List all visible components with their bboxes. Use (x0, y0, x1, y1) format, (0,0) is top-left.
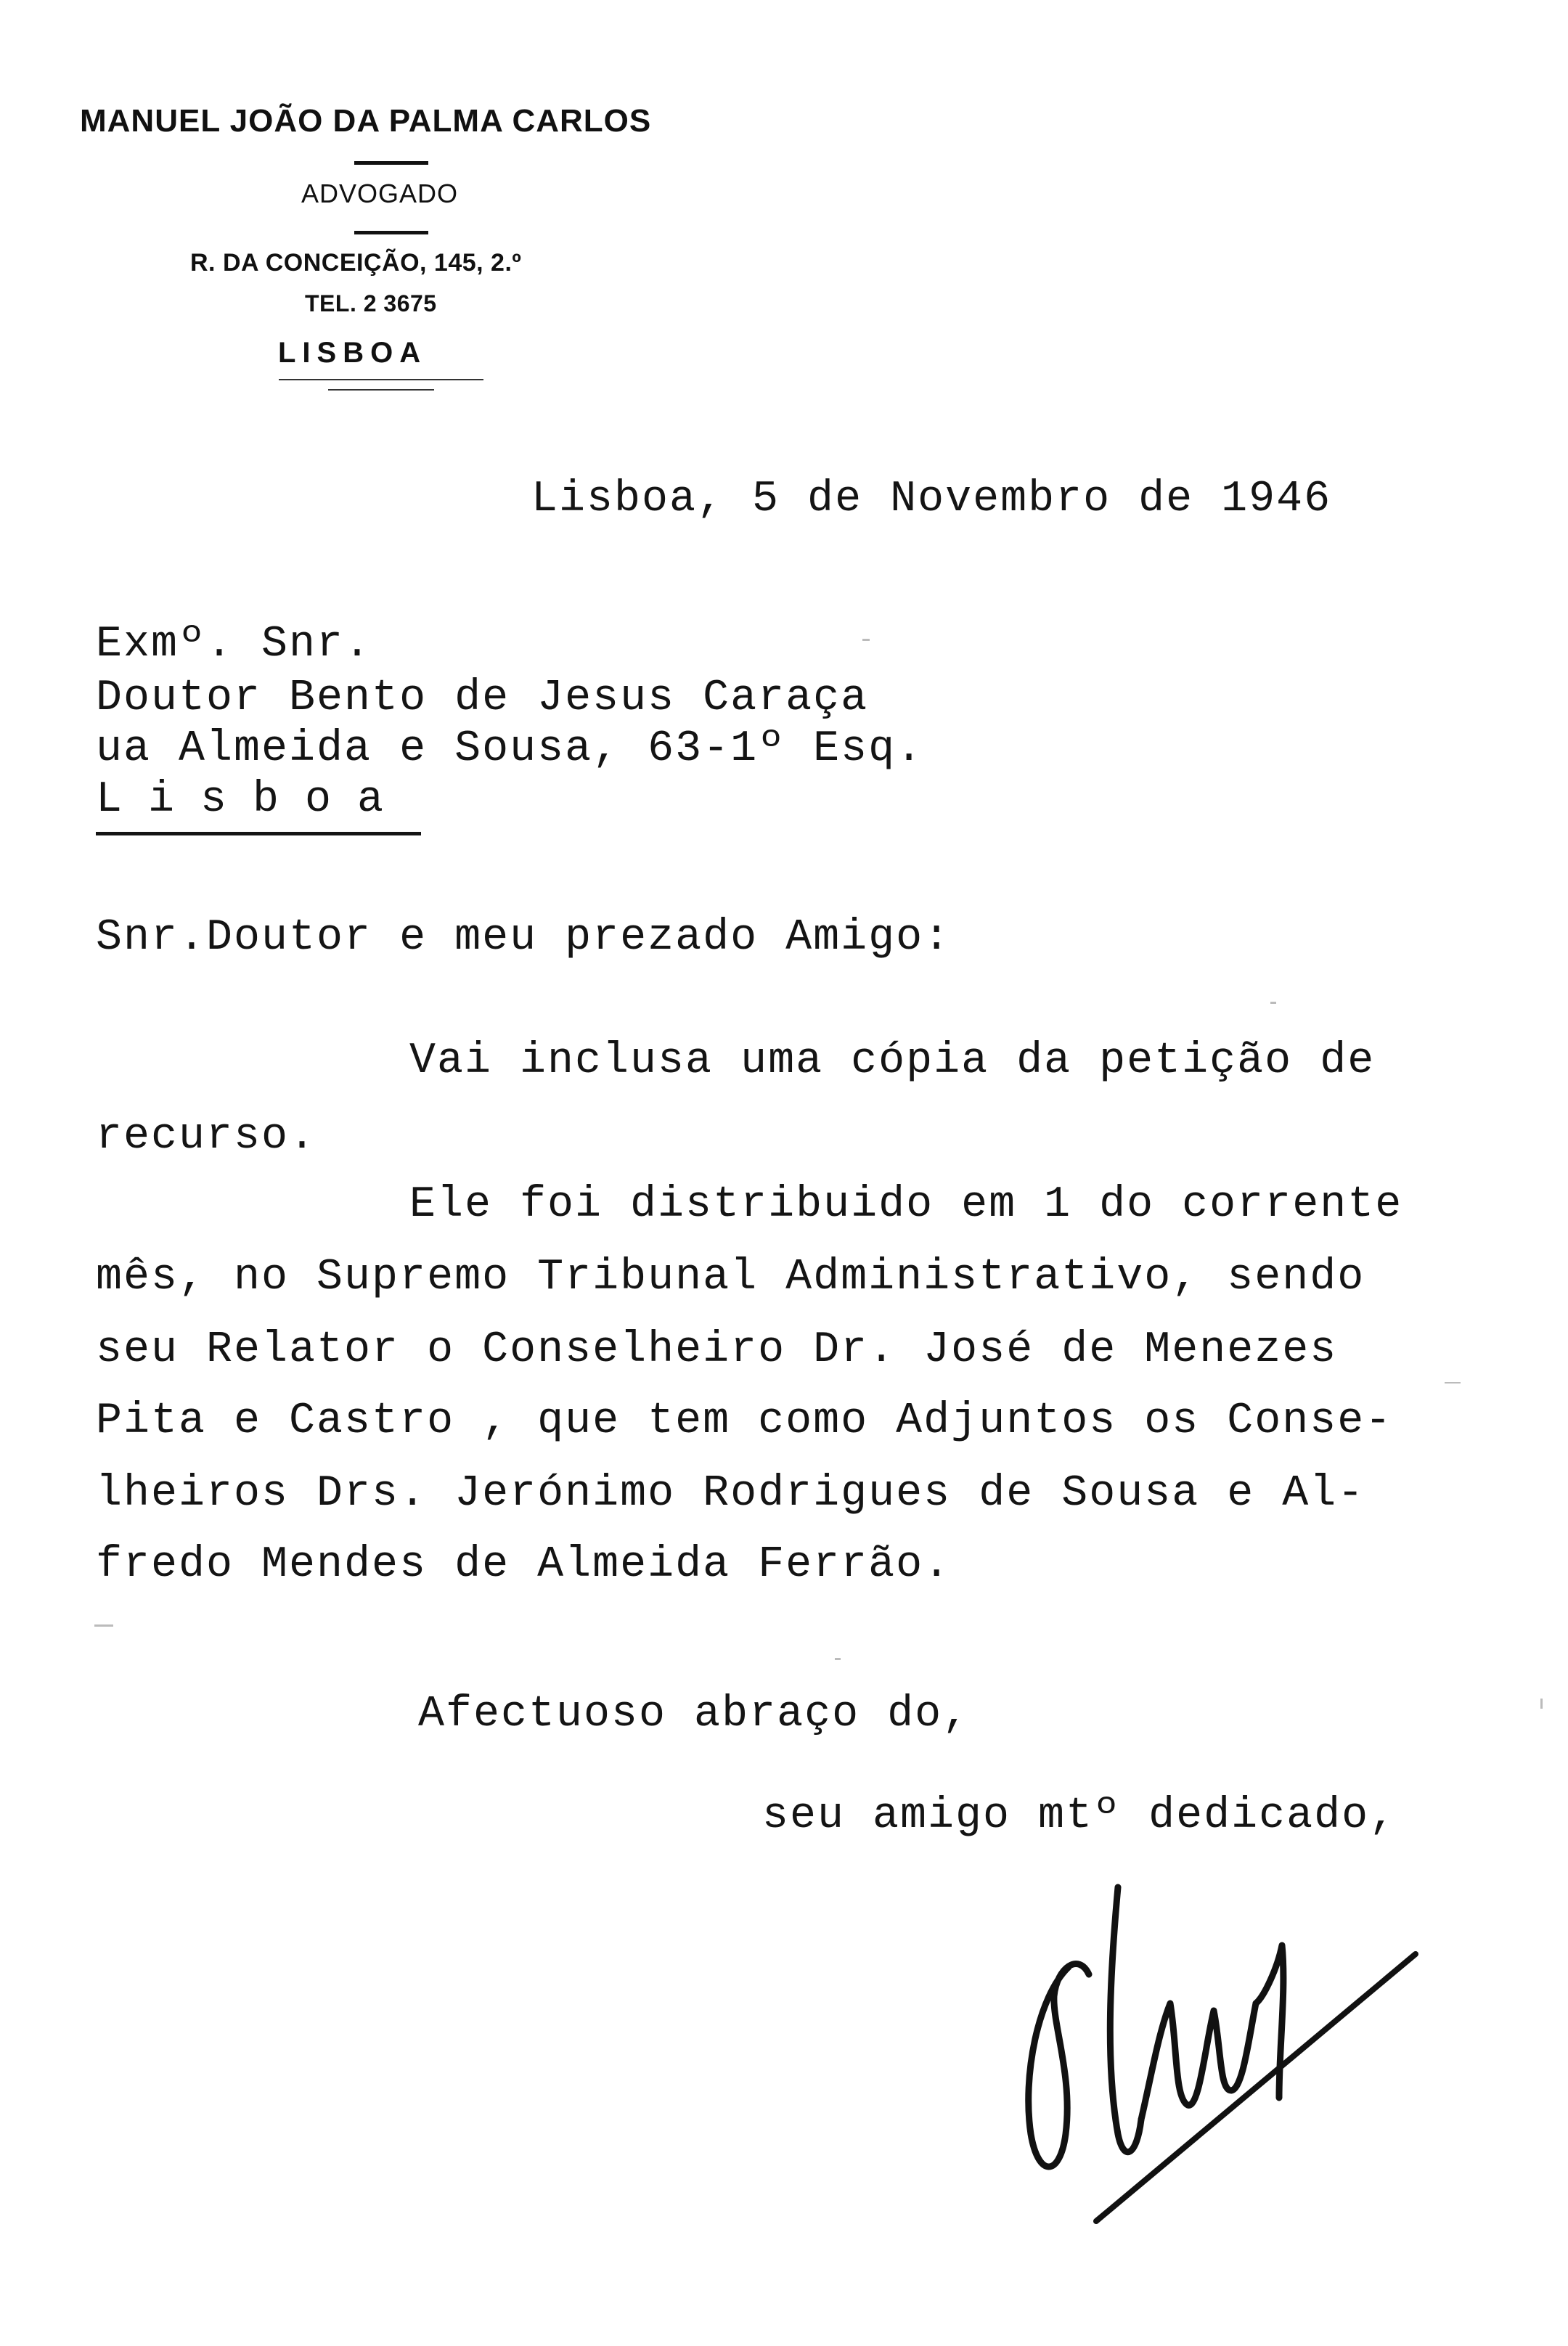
salutation: Snr.Doutor e meu prezado Amigo: (96, 913, 952, 962)
signature-stroke (1110, 1887, 1141, 2152)
paragraph2-line: fredo Mendes de Almeida Ferrão. (96, 1540, 952, 1590)
handwritten-signature (1009, 1858, 1459, 2236)
scan-speck (1445, 1382, 1461, 1384)
recipient-honorific: Exmº. Snr. (96, 620, 372, 669)
signature-stroke (1029, 1964, 1089, 2167)
letterhead-rule (354, 161, 428, 165)
paragraph2-line: seu Relator o Conselheiro Dr. José de Menezes (96, 1325, 1338, 1375)
recipient-city-underline (96, 832, 421, 835)
scan-speck (862, 639, 870, 641)
letterhead-underline (328, 389, 434, 391)
letterhead-name: MANUEL JOÃO DA PALMA CARLOS (80, 103, 652, 139)
recipient-street: ua Almeida e Sousa, 63-1º Esq. (96, 724, 924, 774)
date-line: Lisboa, 5 de Novembro de 1946 (531, 475, 1332, 524)
letterhead-address: R. DA CONCEIÇÃO, 145, 2.º (190, 249, 522, 277)
scan-speck (1270, 1002, 1276, 1004)
signature-stroke (1096, 1954, 1416, 2221)
letterhead-rule (354, 231, 428, 234)
closing-line: Afectuoso abraço do, (418, 1690, 971, 1739)
letterhead-city: LISBOA (278, 337, 428, 369)
paragraph2-line: Pita e Castro , que tem como Adjuntos os Conse- (96, 1397, 1393, 1446)
letterhead-title: ADVOGADO (301, 179, 459, 208)
closing-line: seu amigo mtº dedicado, (762, 1791, 1397, 1841)
recipient-name: Doutor Bento de Jesus Caraça (96, 674, 869, 723)
recipient-city: Lisboa (96, 775, 410, 825)
paragraph2-line: mês, no Supremo Tribunal Administrativo, sendo (96, 1253, 1365, 1302)
letterhead-phone: TEL. 2 3675 (305, 290, 437, 316)
letterhead-underline (279, 379, 483, 380)
paragraph2-line: lheiros Drs. Jerónimo Rodrigues de Sousa e Al- (96, 1469, 1365, 1519)
scan-speck (1540, 1699, 1543, 1709)
paragraph2-line: Ele foi distribuido em 1 do corrente (409, 1180, 1403, 1230)
paragraph1-line: Vai inclusa uma cópia da petição de (409, 1037, 1376, 1086)
scan-speck (835, 1658, 841, 1660)
scan-speck (94, 1624, 113, 1627)
paragraph1-line: recurso. (96, 1112, 317, 1161)
